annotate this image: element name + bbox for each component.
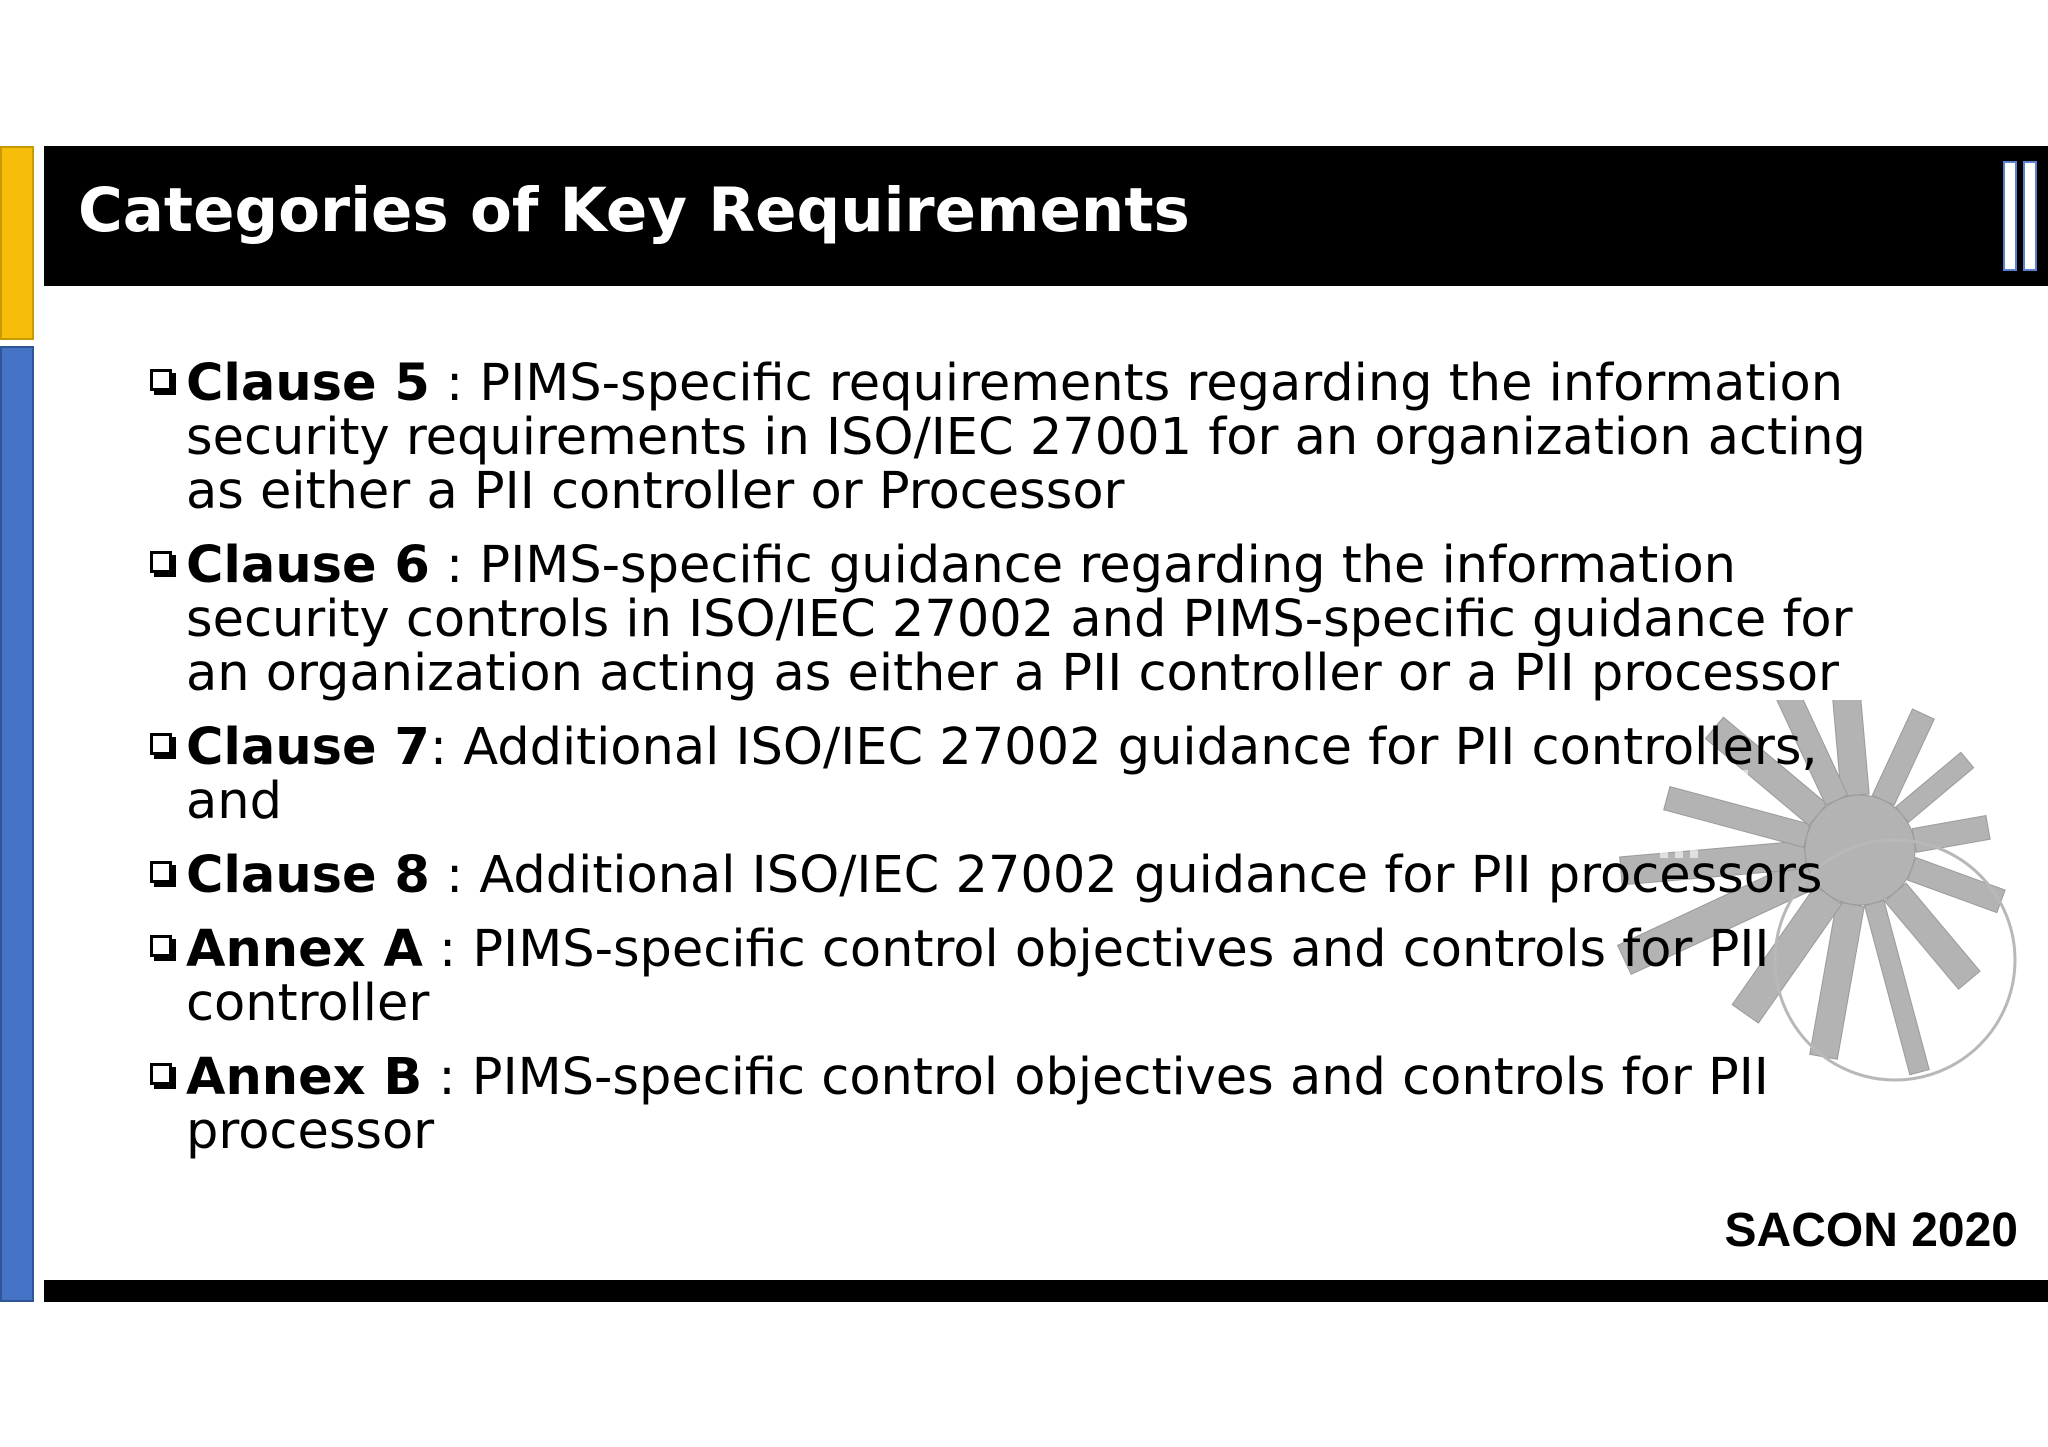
item-label: Annex A xyxy=(186,920,423,979)
accent-bar-yellow xyxy=(0,146,34,340)
item-text: : Additional ISO/IEC 27002 guidance for PII controllers, xyxy=(429,718,1818,777)
item-text: and xyxy=(186,772,282,831)
list-item xyxy=(150,536,1890,703)
requirements-list xyxy=(150,354,1890,1179)
footer-brand: SACON 2020 xyxy=(1724,1204,2018,1257)
item-text: : PIMS-specific control objectives and controls for PII xyxy=(422,1048,1769,1107)
item-label: Clause 7 xyxy=(186,718,430,777)
hollow-square-bullet-icon xyxy=(150,551,172,573)
item-text: : PIMS-specific requirements regarding the information xyxy=(429,354,1844,413)
item-text: : PIMS-specific control objectives and controls for PII xyxy=(422,920,1770,979)
item-text: an organization acting as either a PII controller or a PII processor xyxy=(186,644,1839,703)
item-text: security requirements in ISO/IEC 27001 for an organization acting xyxy=(186,408,1866,467)
hollow-square-bullet-icon xyxy=(150,733,172,755)
item-text: controller xyxy=(186,974,430,1033)
double-bar-icon xyxy=(2000,160,2040,272)
hollow-square-bullet-icon xyxy=(150,935,172,957)
list-item xyxy=(150,1048,1890,1161)
list-item xyxy=(150,354,1890,521)
list-item xyxy=(150,718,1890,831)
item-label: Clause 6 xyxy=(186,536,430,595)
item-label: Annex B xyxy=(186,1048,423,1107)
title-bar xyxy=(44,146,2048,286)
list-item xyxy=(150,846,1890,905)
hollow-square-bullet-icon xyxy=(150,1063,172,1085)
item-label: Clause 5 xyxy=(186,354,430,413)
hollow-square-bullet-icon xyxy=(150,861,172,883)
item-label: Clause 8 xyxy=(186,846,430,905)
item-text: as either a PII controller or Processor xyxy=(186,462,1125,521)
slide-title: Categories of Key Requirements xyxy=(78,175,1190,246)
accent-bar-blue xyxy=(0,346,34,1302)
hollow-square-bullet-icon xyxy=(150,369,172,391)
item-text: security controls in ISO/IEC 27002 and PIMS-specific guidance for xyxy=(186,590,1853,649)
item-text: : Additional ISO/IEC 27002 guidance for PII processors xyxy=(429,846,1823,905)
item-text: processor xyxy=(186,1102,435,1161)
item-text: : PIMS-specific guidance regarding the information xyxy=(429,536,1736,595)
bottom-bar xyxy=(44,1280,2048,1302)
list-item xyxy=(150,920,1890,1033)
